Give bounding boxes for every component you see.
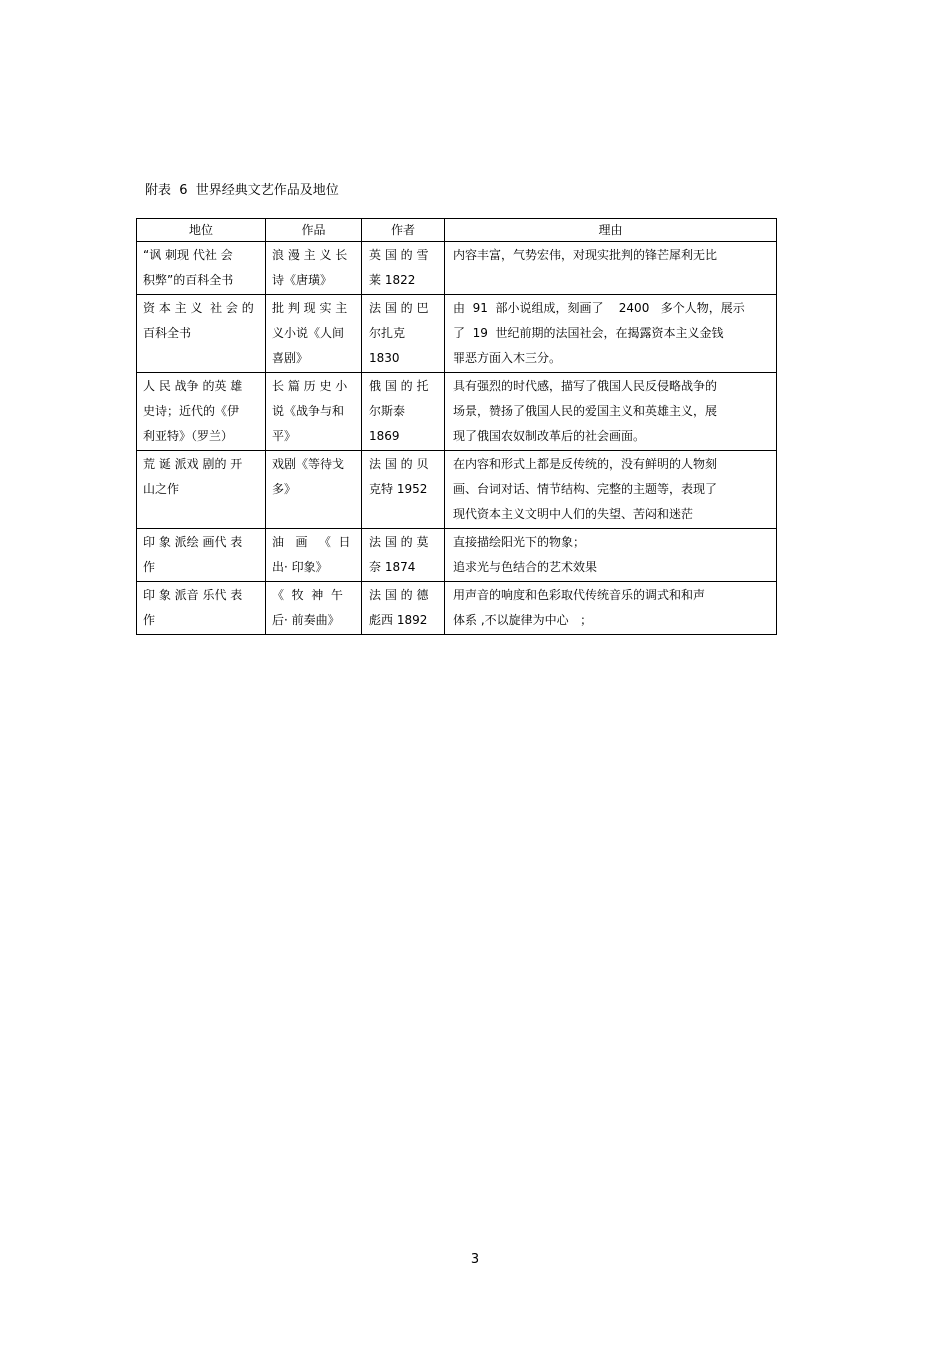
header-reason: 理由: [445, 219, 777, 242]
cell-line: 俄 国 的 托: [369, 379, 429, 393]
cell-status: [137, 295, 266, 373]
cell-author: [362, 373, 445, 451]
table-row: [137, 529, 777, 582]
cell-line: 在内容和形式上都是反传统的，没有鲜明的人物刻: [453, 457, 718, 471]
cell-line: 油 画 《 日: [272, 535, 351, 549]
cell-line: 由 91 部小说组成，刻画了 2400 多个人物，展示: [453, 301, 745, 315]
cell-line: 利亚特》（罗兰）: [143, 429, 234, 443]
cell-line: 尔斯泰: [369, 404, 406, 418]
cell-work: [266, 373, 362, 451]
cell-line: 法 国 的 莫: [369, 535, 429, 549]
cell-line: 奈 1874: [369, 560, 416, 574]
cell-line: 现了俄国农奴制改革后的社会画面。: [453, 429, 646, 443]
cell-line: 了 19 世纪前期的法国社会，在揭露资本主义金钱: [453, 326, 724, 340]
cell-line: 1869: [369, 429, 400, 443]
cell-line: 印 象 派音 乐代 表: [143, 588, 243, 602]
cell-work: [266, 451, 362, 529]
cell-line: 英 国 的 雪: [369, 248, 429, 262]
cell-line: 用声音的响度和色彩取代传统音乐的调式和和声: [453, 588, 706, 602]
cell-line: 作: [143, 613, 156, 627]
header-author: 作者: [362, 219, 445, 242]
cell-reason: [445, 295, 777, 373]
cell-line: 出· 印象》: [272, 560, 328, 574]
cell-work: [266, 529, 362, 582]
table-row: [137, 451, 777, 529]
cell-line: 具有强烈的时代感，描写了俄国人民反侵略战争的: [453, 379, 718, 393]
cell-work: [266, 295, 362, 373]
table-row: [137, 373, 777, 451]
cell-line: 体系 ,不以旋律为中心 ；: [453, 613, 593, 627]
cell-line: 场景，赞扬了俄国人民的爱国主义和英雄主义，展: [453, 404, 718, 418]
cell-reason: [445, 529, 777, 582]
cell-line: 印 象 派绘 画代 表: [143, 535, 243, 549]
cell-line: 克特 1952: [369, 482, 428, 496]
table-row: [137, 582, 777, 635]
cell-line: 画、台词对话、情节结构、完整的主题等，表现了: [453, 482, 718, 496]
cell-author: [362, 529, 445, 582]
cell-status: [137, 451, 266, 529]
table-row: [137, 295, 777, 373]
cell-line: 直接描绘阳光下的物象；: [453, 535, 586, 549]
table-caption: 附表 6 世界经典文艺作品及地位: [145, 183, 339, 198]
cell-line: 罪恶方面入木三分。: [453, 351, 562, 365]
cell-line: 内容丰富，气势宏伟，对现实批判的锋芒犀利无比: [453, 248, 718, 262]
cell-line: 山之作: [143, 482, 180, 496]
cell-line: 法 国 的 德: [369, 588, 429, 602]
cell-line: 作: [143, 560, 156, 574]
cell-line: 长 篇 历 史 小: [272, 379, 348, 393]
cell-line: 百科全书: [143, 326, 192, 340]
cell-author: [362, 451, 445, 529]
cell-line: 《 牧 神 午: [272, 588, 343, 602]
cell-line: 戏剧《等待戈: [272, 457, 345, 471]
header-status: 地位: [137, 219, 266, 242]
cell-reason: [445, 242, 777, 295]
cell-line: 法 国 的 巴: [369, 301, 429, 315]
cell-reason: [445, 451, 777, 529]
header-row: [137, 219, 777, 242]
cell-line: 现代资本主义文明中人们的失望、苦闷和迷茫: [453, 507, 694, 521]
cell-line: 追求光与色结合的艺术效果: [453, 560, 598, 574]
cell-line: 法 国 的 贝: [369, 457, 429, 471]
cell-reason: [445, 373, 777, 451]
cell-work: [266, 582, 362, 635]
cell-author: [362, 295, 445, 373]
cell-line: 喜剧》: [272, 351, 309, 365]
cell-status: [137, 582, 266, 635]
cell-line: 1830: [369, 351, 400, 365]
cell-line: 史诗；近代的《伊: [143, 404, 240, 418]
cell-line: 彪西 1892: [369, 613, 428, 627]
cell-line: 浪 漫 主 义 长: [272, 248, 348, 262]
cell-line: “讽 刺现 代社 会: [143, 248, 233, 262]
cell-author: [362, 582, 445, 635]
cell-reason: [445, 582, 777, 635]
page-number: 3: [470, 1252, 480, 1267]
cell-line: 莱 1822: [369, 273, 416, 287]
table-row: [137, 242, 777, 295]
cell-line: 人 民 战争 的英 雄: [143, 379, 243, 393]
cell-line: 荒 诞 派戏 剧的 开: [143, 457, 243, 471]
cell-line: 说《战争与和: [272, 404, 345, 418]
cell-work: [266, 242, 362, 295]
cell-line: 多》: [272, 482, 297, 496]
works-table: [136, 218, 777, 635]
cell-status: [137, 529, 266, 582]
cell-status: [137, 242, 266, 295]
header-work: 作品: [266, 219, 362, 242]
cell-line: 平》: [272, 429, 297, 443]
cell-line: 批 判 现 实 主: [272, 301, 348, 315]
cell-author: [362, 242, 445, 295]
cell-line: 积弊”的百科全书: [143, 273, 234, 287]
cell-line: 资 本 主 义 社 会 的: [143, 301, 254, 315]
cell-line: 尔扎克: [369, 326, 406, 340]
cell-line: 后· 前奏曲》: [272, 613, 340, 627]
cell-line: 诗《唐璜》: [272, 273, 333, 287]
cell-line: 义小说《人间: [272, 326, 345, 340]
cell-status: [137, 373, 266, 451]
